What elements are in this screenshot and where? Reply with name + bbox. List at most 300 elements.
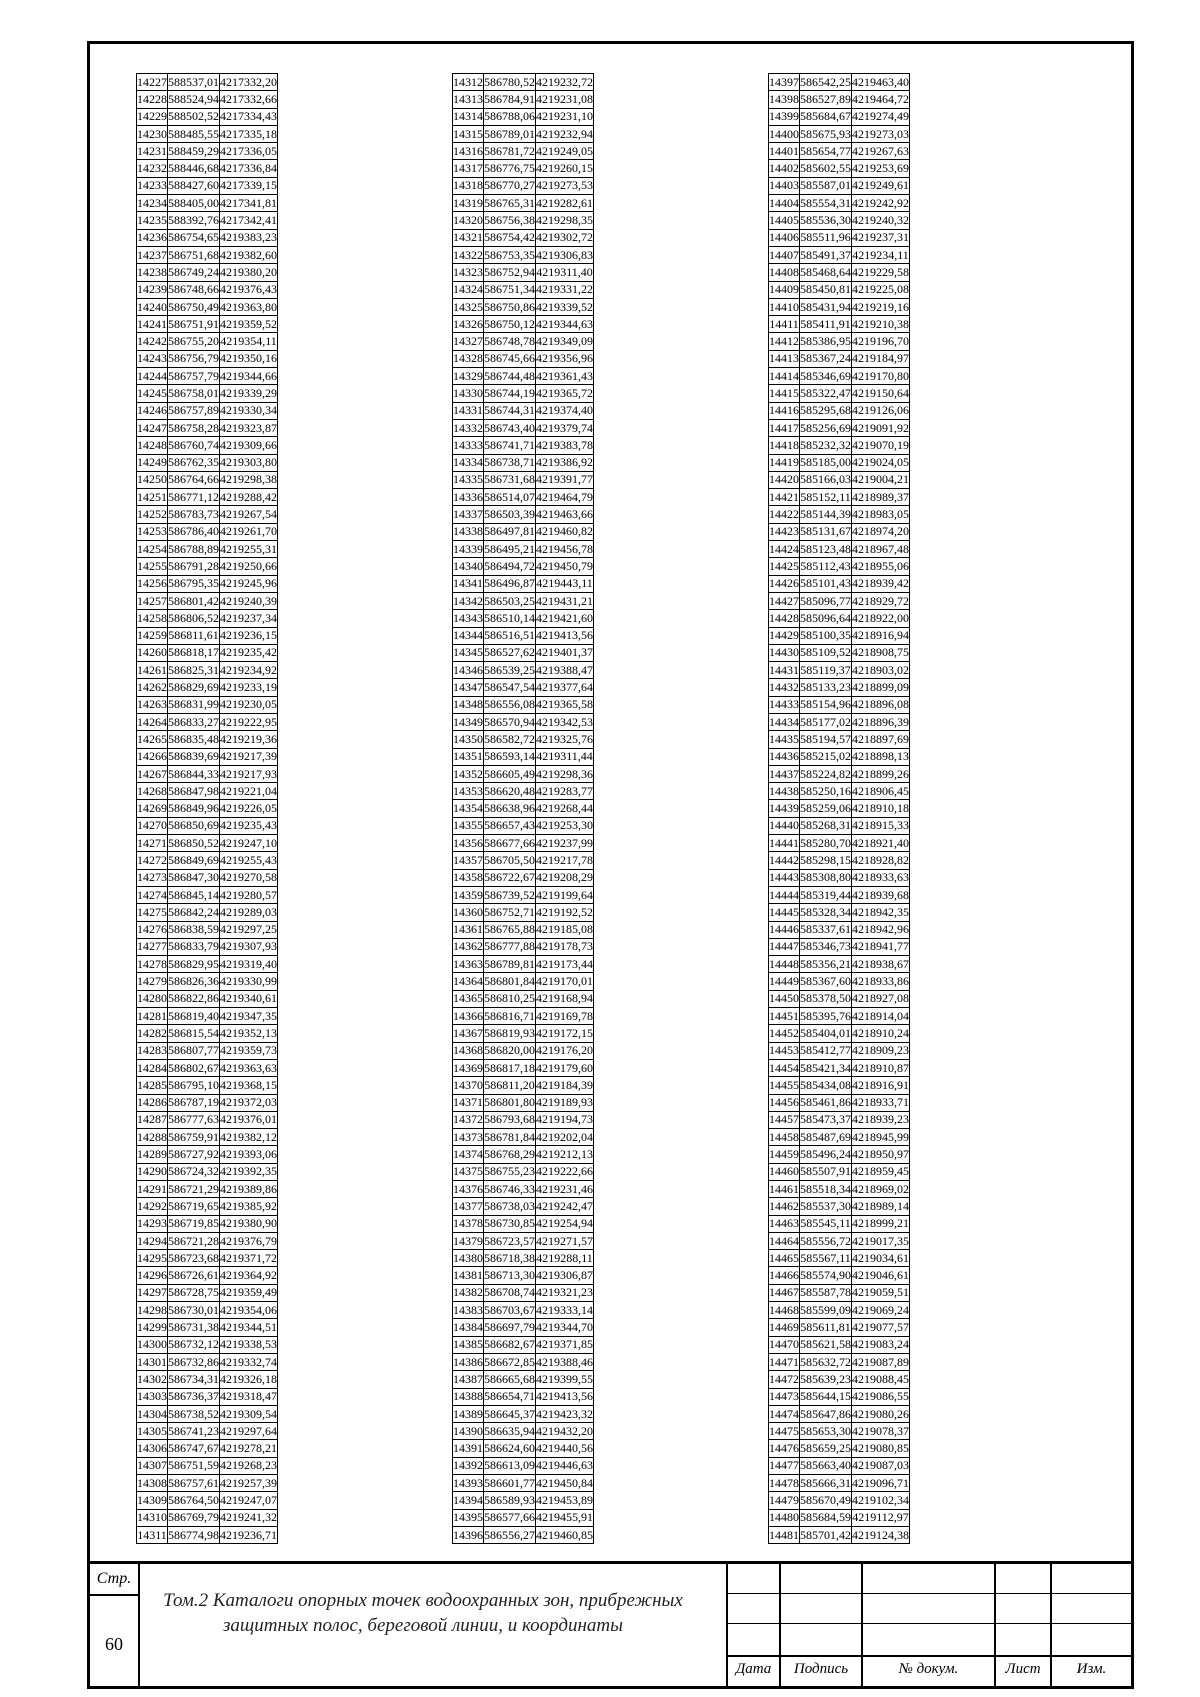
point-number: 14309	[137, 1492, 168, 1509]
point-number: 14421	[769, 489, 800, 506]
point-number: 14256	[137, 575, 168, 592]
coord-x: 586838,59	[168, 921, 220, 938]
point-number: 14457	[769, 1111, 800, 1128]
table-row	[137, 316, 278, 333]
point-number: 14468	[769, 1302, 800, 1319]
coord-y: 4219282,61	[536, 195, 594, 212]
point-number: 14350	[453, 731, 484, 748]
table-row	[769, 177, 910, 194]
point-number: 14260	[137, 644, 168, 661]
table-row	[769, 125, 910, 142]
coord-y: 4218989,37	[852, 489, 910, 506]
coord-y: 4219432,20	[536, 1423, 594, 1440]
coord-x: 588524,94	[168, 91, 220, 108]
coord-y: 4219368,15	[220, 1077, 278, 1094]
point-number: 14388	[453, 1388, 484, 1405]
coord-x: 585133,23	[800, 679, 852, 696]
coord-y: 4219440,56	[536, 1440, 594, 1457]
table-row	[769, 1181, 910, 1198]
table-row	[137, 1059, 278, 1076]
coord-y: 4219382,60	[220, 246, 278, 263]
coord-y: 4219245,96	[220, 575, 278, 592]
coord-x: 585602,55	[800, 160, 852, 177]
table-row	[453, 212, 594, 229]
table-row	[137, 1232, 278, 1249]
table-row	[769, 852, 910, 869]
point-number: 14270	[137, 817, 168, 834]
point-number: 14340	[453, 558, 484, 575]
table-row	[137, 1371, 278, 1388]
table-row	[769, 1440, 910, 1457]
coord-y: 4219302,72	[536, 229, 594, 246]
coord-x: 586738,52	[168, 1405, 220, 1422]
coord-x: 586739,52	[484, 886, 536, 903]
coord-y: 4219202,04	[536, 1129, 594, 1146]
point-number: 14305	[137, 1423, 168, 1440]
table-row	[769, 1302, 910, 1319]
coord-x: 586713,30	[484, 1267, 536, 1284]
point-number: 14337	[453, 506, 484, 523]
coord-y: 4218999,21	[852, 1215, 910, 1232]
coord-y: 4219450,84	[536, 1475, 594, 1492]
table-row	[453, 385, 594, 402]
coord-y: 4219169,78	[536, 1008, 594, 1025]
coord-y: 4219253,30	[536, 817, 594, 834]
coord-y: 4219374,40	[536, 402, 594, 419]
point-number: 14465	[769, 1250, 800, 1267]
table-row	[769, 679, 910, 696]
coord-x: 586751,59	[168, 1457, 220, 1474]
coord-y: 4219333,14	[536, 1302, 594, 1319]
point-number: 14287	[137, 1111, 168, 1128]
coord-y: 4219309,66	[220, 437, 278, 454]
document-title: Том.2 Каталоги опорных точек водоохранных зон, прибрежных защитных полос, береговой линии, и координаты	[163, 1590, 683, 1636]
table-row	[137, 1319, 278, 1336]
coord-y: 4219229,58	[852, 264, 910, 281]
point-number: 14455	[769, 1077, 800, 1094]
coord-x: 586719,65	[168, 1198, 220, 1215]
table-row	[137, 1284, 278, 1301]
coord-y: 4219170,01	[536, 973, 594, 990]
table-row	[453, 471, 594, 488]
table-row	[769, 419, 910, 436]
coord-x: 585295,68	[800, 402, 852, 419]
table-row	[453, 575, 594, 592]
point-number: 14423	[769, 523, 800, 540]
coord-x: 586697,79	[484, 1319, 536, 1336]
point-number: 14383	[453, 1302, 484, 1319]
coord-y: 4219267,63	[852, 143, 910, 160]
coord-x: 586527,89	[800, 91, 852, 108]
coord-x: 586542,25	[800, 74, 852, 91]
coord-y: 4219463,40	[852, 74, 910, 91]
point-number: 14407	[769, 246, 800, 263]
coord-y: 4218927,08	[852, 990, 910, 1007]
table-row	[769, 1423, 910, 1440]
coord-y: 4219319,40	[220, 956, 278, 973]
point-number: 14360	[453, 904, 484, 921]
coord-x: 585491,37	[800, 246, 852, 263]
coord-y: 4219453,89	[536, 1492, 594, 1509]
point-number: 14434	[769, 713, 800, 730]
table-row	[453, 869, 594, 886]
table-row	[137, 471, 278, 488]
table-row	[137, 748, 278, 765]
point-number: 14304	[137, 1405, 168, 1422]
coord-y: 4219222,95	[220, 713, 278, 730]
coord-x: 586731,68	[484, 471, 536, 488]
coord-y: 4218933,86	[852, 973, 910, 990]
point-number: 14378	[453, 1215, 484, 1232]
point-number: 14250	[137, 471, 168, 488]
coord-y: 4219270,58	[220, 869, 278, 886]
coord-x: 585461,86	[800, 1094, 852, 1111]
point-number: 14470	[769, 1336, 800, 1353]
coord-y: 4219309,54	[220, 1405, 278, 1422]
coord-x: 586746,33	[484, 1181, 536, 1198]
coord-x: 586816,71	[484, 1008, 536, 1025]
coord-y: 4218896,39	[852, 713, 910, 730]
table-row	[137, 333, 278, 350]
point-number: 14385	[453, 1336, 484, 1353]
coord-x: 585194,57	[800, 731, 852, 748]
point-number: 14230	[137, 125, 168, 142]
coord-y: 4217334,43	[220, 108, 278, 125]
coord-x: 586776,75	[484, 160, 536, 177]
doc-number-column-label: № докум.	[898, 1661, 959, 1677]
point-number: 14435	[769, 731, 800, 748]
table-row	[137, 921, 278, 938]
coord-y: 4218922,00	[852, 610, 910, 627]
coord-y: 4218921,40	[852, 835, 910, 852]
coord-x: 586730,01	[168, 1302, 220, 1319]
point-number: 14397	[769, 74, 800, 91]
coord-y: 4218933,71	[852, 1094, 910, 1111]
point-number: 14396	[453, 1526, 484, 1543]
coord-y: 4219219,16	[852, 298, 910, 315]
point-number: 14365	[453, 990, 484, 1007]
coord-y: 4219126,06	[852, 402, 910, 419]
table-row	[453, 1129, 594, 1146]
table-row	[769, 835, 910, 852]
point-number: 14352	[453, 765, 484, 782]
coord-y: 4219235,42	[220, 644, 278, 661]
table-row	[769, 506, 910, 523]
point-number: 14323	[453, 264, 484, 281]
table-row	[453, 195, 594, 212]
coord-x: 585574,90	[800, 1267, 852, 1284]
table-row	[137, 385, 278, 402]
point-number: 14372	[453, 1111, 484, 1128]
coord-y: 4219297,64	[220, 1423, 278, 1440]
coord-x: 586741,71	[484, 437, 536, 454]
point-number: 14475	[769, 1423, 800, 1440]
coord-x: 585096,77	[800, 592, 852, 609]
coord-y: 4217336,84	[220, 160, 278, 177]
point-number: 14238	[137, 264, 168, 281]
table-row	[137, 108, 278, 125]
coord-x: 586539,25	[484, 662, 536, 679]
point-number: 14369	[453, 1059, 484, 1076]
table-row	[453, 229, 594, 246]
table-row	[137, 74, 278, 91]
coord-x: 586835,48	[168, 731, 220, 748]
point-number: 14233	[137, 177, 168, 194]
point-number: 14431	[769, 662, 800, 679]
coord-y: 4219234,11	[852, 246, 910, 263]
point-number: 14371	[453, 1094, 484, 1111]
point-number: 14269	[137, 800, 168, 817]
coord-y: 4218908,75	[852, 644, 910, 661]
coord-x: 585431,94	[800, 298, 852, 315]
coord-y: 4218939,23	[852, 1111, 910, 1128]
coord-y: 4219365,58	[536, 696, 594, 713]
coord-x: 586601,77	[484, 1475, 536, 1492]
coord-y: 4219380,20	[220, 264, 278, 281]
table-row	[453, 1336, 594, 1353]
point-number: 14284	[137, 1059, 168, 1076]
point-number: 14446	[769, 921, 800, 938]
point-number: 14355	[453, 817, 484, 834]
point-number: 14441	[769, 835, 800, 852]
coord-y: 4219236,15	[220, 627, 278, 644]
coord-y: 4218916,94	[852, 627, 910, 644]
coord-x: 586727,92	[168, 1146, 220, 1163]
coord-y: 4219255,43	[220, 852, 278, 869]
coord-y: 4219017,35	[852, 1232, 910, 1249]
table-row	[137, 454, 278, 471]
coord-y: 4219237,34	[220, 610, 278, 627]
table-row	[769, 1232, 910, 1249]
coord-y: 4219240,32	[852, 212, 910, 229]
table-row	[453, 489, 594, 506]
table-row	[769, 921, 910, 938]
table-row	[137, 1388, 278, 1405]
coord-y: 4219326,18	[220, 1371, 278, 1388]
table-row	[453, 419, 594, 436]
point-number: 14251	[137, 489, 168, 506]
coord-x: 585378,50	[800, 990, 852, 1007]
coord-x: 586774,98	[168, 1526, 220, 1543]
coord-y: 4219242,92	[852, 195, 910, 212]
coord-x: 586722,67	[484, 869, 536, 886]
point-number: 14227	[137, 74, 168, 91]
coord-x: 586788,06	[484, 108, 536, 125]
table-row	[137, 298, 278, 315]
table-row	[137, 1163, 278, 1180]
coord-y: 4219376,79	[220, 1232, 278, 1249]
coord-x: 585653,30	[800, 1423, 852, 1440]
table-row	[769, 195, 910, 212]
coord-y: 4219443,11	[536, 575, 594, 592]
coord-y: 4219225,08	[852, 281, 910, 298]
point-number: 14345	[453, 644, 484, 661]
table-row	[769, 869, 910, 886]
coord-y: 4219376,43	[220, 281, 278, 298]
table-row	[137, 990, 278, 1007]
coord-y: 4219260,15	[536, 160, 594, 177]
table-row	[453, 1025, 594, 1042]
point-number: 14478	[769, 1475, 800, 1492]
coord-y: 4219363,63	[220, 1059, 278, 1076]
coord-y: 4219350,16	[220, 350, 278, 367]
point-number: 14403	[769, 177, 800, 194]
table-row	[453, 731, 594, 748]
coordinates-table	[452, 73, 594, 1544]
table-row	[769, 1042, 910, 1059]
coord-x: 586496,87	[484, 575, 536, 592]
table-row	[453, 1388, 594, 1405]
coord-x: 586743,40	[484, 419, 536, 436]
table-row	[137, 1353, 278, 1370]
coord-x: 588446,68	[168, 160, 220, 177]
coord-x: 586731,38	[168, 1319, 220, 1336]
coord-x: 585556,72	[800, 1232, 852, 1249]
point-number: 14474	[769, 1405, 800, 1422]
table-row	[453, 973, 594, 990]
coordinates-table	[768, 73, 910, 1544]
sheet-column-label: Лист	[1005, 1661, 1041, 1677]
coord-x: 585537,30	[800, 1198, 852, 1215]
point-number: 14400	[769, 125, 800, 142]
coord-y: 4219389,86	[220, 1181, 278, 1198]
coord-y: 4217332,20	[220, 74, 278, 91]
point-number: 14259	[137, 627, 168, 644]
point-number: 14439	[769, 800, 800, 817]
coord-x: 585096,64	[800, 610, 852, 627]
point-number: 14320	[453, 212, 484, 229]
coord-y: 4219359,52	[220, 316, 278, 333]
coord-y: 4219306,83	[536, 246, 594, 263]
coord-y: 4219298,38	[220, 471, 278, 488]
table-row	[137, 437, 278, 454]
table-row	[769, 1059, 910, 1076]
coord-x: 585109,52	[800, 644, 852, 661]
coord-y: 4217332,66	[220, 91, 278, 108]
coord-y: 4219401,37	[536, 644, 594, 661]
coord-y: 4219364,92	[220, 1267, 278, 1284]
coord-y: 4218959,45	[852, 1163, 910, 1180]
table-row	[453, 1181, 594, 1198]
point-number: 14318	[453, 177, 484, 194]
table-row	[137, 938, 278, 955]
table-row	[137, 956, 278, 973]
point-number: 14288	[137, 1129, 168, 1146]
table-row	[137, 1526, 278, 1543]
coord-y: 4219083,24	[852, 1336, 910, 1353]
coord-y: 4219261,70	[220, 523, 278, 540]
table-row	[137, 1129, 278, 1146]
table-row	[769, 1094, 910, 1111]
coord-x: 586719,85	[168, 1215, 220, 1232]
coord-x: 586665,68	[484, 1371, 536, 1388]
coord-x: 585659,25	[800, 1440, 852, 1457]
table-row	[453, 644, 594, 661]
coord-x: 586748,66	[168, 281, 220, 298]
point-number: 14335	[453, 471, 484, 488]
coord-y: 4219323,87	[220, 419, 278, 436]
point-number: 14303	[137, 1388, 168, 1405]
coord-y: 4219240,39	[220, 592, 278, 609]
coord-y: 4219380,90	[220, 1215, 278, 1232]
table-row	[137, 835, 278, 852]
table-row	[137, 1094, 278, 1111]
table-row	[137, 125, 278, 142]
point-number: 14346	[453, 662, 484, 679]
point-number: 14456	[769, 1094, 800, 1111]
coord-x: 585322,47	[800, 385, 852, 402]
coord-y: 4218929,72	[852, 592, 910, 609]
point-number: 14392	[453, 1457, 484, 1474]
table-row	[769, 298, 910, 315]
point-number: 14326	[453, 316, 484, 333]
point-number: 14387	[453, 1371, 484, 1388]
coord-x: 586789,81	[484, 956, 536, 973]
point-number: 14237	[137, 246, 168, 263]
table-row	[769, 489, 910, 506]
coord-x: 585346,73	[800, 938, 852, 955]
table-row	[769, 973, 910, 990]
point-number: 14462	[769, 1198, 800, 1215]
coord-x: 586818,17	[168, 644, 220, 661]
coord-x: 585119,37	[800, 662, 852, 679]
coord-y: 4219242,47	[536, 1198, 594, 1215]
coord-x: 586849,69	[168, 852, 220, 869]
coord-y: 4219464,79	[536, 489, 594, 506]
point-number: 14301	[137, 1353, 168, 1370]
point-number: 14300	[137, 1336, 168, 1353]
point-number: 14261	[137, 662, 168, 679]
coord-y: 4219173,44	[536, 956, 594, 973]
table-row	[453, 800, 594, 817]
point-number: 14433	[769, 696, 800, 713]
point-number: 14422	[769, 506, 800, 523]
table-row	[769, 938, 910, 955]
coord-x: 586795,35	[168, 575, 220, 592]
table-row	[453, 1163, 594, 1180]
table-row	[453, 1042, 594, 1059]
coord-y: 4219241,32	[220, 1509, 278, 1526]
point-number: 14384	[453, 1319, 484, 1336]
point-number: 14381	[453, 1267, 484, 1284]
coord-y: 4219231,10	[536, 108, 594, 125]
coord-y: 4219232,94	[536, 125, 594, 142]
point-number: 14257	[137, 592, 168, 609]
table-row	[769, 229, 910, 246]
coord-x: 586768,29	[484, 1146, 536, 1163]
coord-x: 586762,35	[168, 454, 220, 471]
point-number: 14281	[137, 1008, 168, 1025]
coord-y: 4219383,23	[220, 229, 278, 246]
table-row	[137, 91, 278, 108]
coord-x: 586833,79	[168, 938, 220, 955]
table-row	[453, 1440, 594, 1457]
coord-x: 586777,88	[484, 938, 536, 955]
table-row	[769, 783, 910, 800]
table-row	[137, 1457, 278, 1474]
coord-y: 4219361,43	[536, 368, 594, 385]
point-number: 14425	[769, 558, 800, 575]
coord-y: 4219231,08	[536, 91, 594, 108]
table-row	[137, 523, 278, 540]
coord-x: 588405,00	[168, 195, 220, 212]
coord-y: 4218897,69	[852, 731, 910, 748]
coord-x: 586770,27	[484, 177, 536, 194]
coord-x: 585654,77	[800, 143, 852, 160]
coord-y: 4219460,85	[536, 1526, 594, 1543]
table-row	[453, 1215, 594, 1232]
point-number: 14368	[453, 1042, 484, 1059]
